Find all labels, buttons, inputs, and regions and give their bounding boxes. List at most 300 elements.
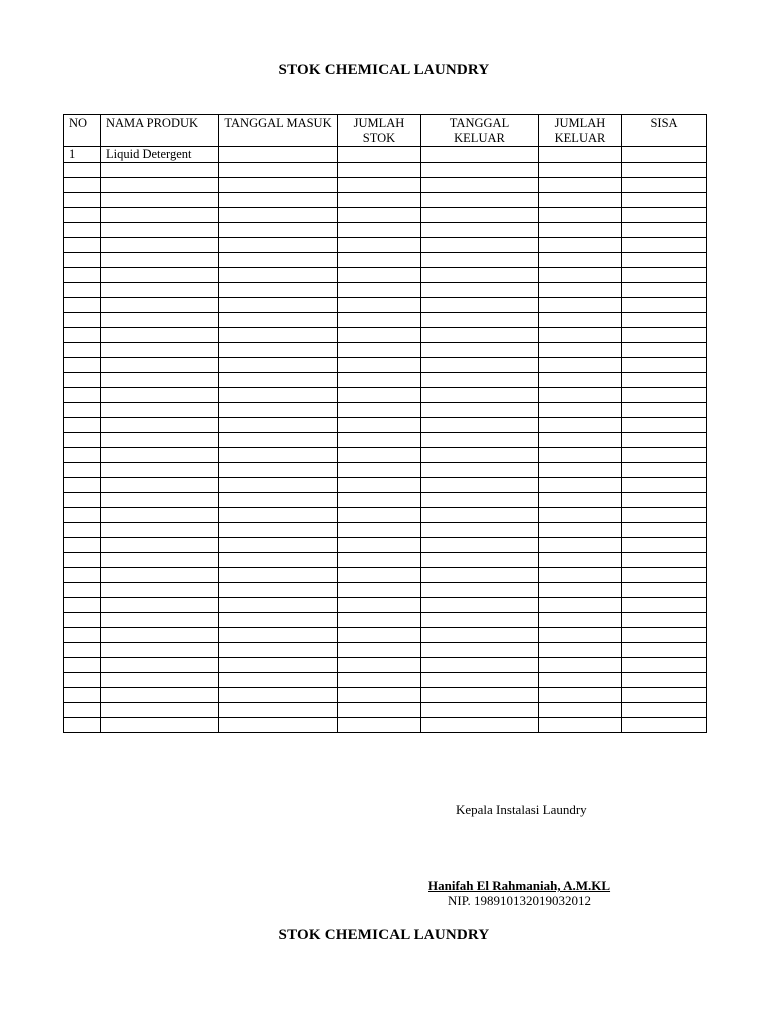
cell-tanggal-masuk	[219, 643, 338, 658]
table-row	[64, 688, 707, 703]
table-row	[64, 553, 707, 568]
cell-jumlah-keluar	[539, 583, 622, 598]
cell-no	[64, 388, 101, 403]
cell-tanggal-keluar	[421, 493, 539, 508]
cell-no	[64, 193, 101, 208]
cell-jumlah-stok	[338, 463, 421, 478]
cell-jumlah-stok	[338, 298, 421, 313]
cell-jumlah-keluar	[539, 658, 622, 673]
table-row	[64, 463, 707, 478]
cell-jumlah-keluar	[539, 568, 622, 583]
cell-nama-produk	[101, 163, 219, 178]
cell-no	[64, 688, 101, 703]
table-row	[64, 313, 707, 328]
cell-jumlah-stok	[338, 223, 421, 238]
cell-tanggal-keluar	[421, 418, 539, 433]
cell-tanggal-keluar	[421, 268, 539, 283]
cell-tanggal-masuk	[219, 613, 338, 628]
cell-sisa	[622, 598, 707, 613]
cell-no	[64, 268, 101, 283]
header-sisa: SISA	[622, 115, 707, 147]
cell-sisa	[622, 358, 707, 373]
cell-jumlah-stok	[338, 208, 421, 223]
table-row	[64, 193, 707, 208]
cell-tanggal-keluar	[421, 208, 539, 223]
cell-tanggal-masuk	[219, 147, 338, 163]
table-row	[64, 388, 707, 403]
cell-tanggal-keluar	[421, 538, 539, 553]
table-row	[64, 253, 707, 268]
cell-jumlah-keluar	[539, 147, 622, 163]
cell-tanggal-masuk	[219, 493, 338, 508]
cell-nama-produk	[101, 388, 219, 403]
cell-sisa	[622, 493, 707, 508]
table-row	[64, 673, 707, 688]
cell-jumlah-keluar	[539, 298, 622, 313]
cell-no	[64, 298, 101, 313]
table-row	[64, 703, 707, 718]
cell-jumlah-stok	[338, 613, 421, 628]
cell-nama-produk	[101, 613, 219, 628]
cell-jumlah-keluar	[539, 478, 622, 493]
cell-tanggal-masuk	[219, 403, 338, 418]
cell-sisa	[622, 718, 707, 733]
cell-jumlah-stok	[338, 343, 421, 358]
cell-no	[64, 433, 101, 448]
cell-sisa	[622, 448, 707, 463]
table-row	[64, 568, 707, 583]
cell-sisa	[622, 568, 707, 583]
cell-jumlah-stok	[338, 568, 421, 583]
cell-sisa	[622, 238, 707, 253]
cell-tanggal-masuk	[219, 463, 338, 478]
cell-tanggal-keluar	[421, 163, 539, 178]
table-row	[64, 418, 707, 433]
cell-jumlah-keluar	[539, 208, 622, 223]
cell-sisa	[622, 147, 707, 163]
cell-nama-produk	[101, 433, 219, 448]
table-row	[64, 208, 707, 223]
cell-sisa	[622, 388, 707, 403]
cell-jumlah-stok	[338, 328, 421, 343]
cell-nama-produk	[101, 403, 219, 418]
cell-sisa	[622, 583, 707, 598]
cell-jumlah-keluar	[539, 538, 622, 553]
cell-jumlah-stok	[338, 373, 421, 388]
cell-sisa	[622, 418, 707, 433]
cell-tanggal-masuk	[219, 523, 338, 538]
cell-no	[64, 643, 101, 658]
cell-tanggal-masuk	[219, 433, 338, 448]
cell-jumlah-stok	[338, 283, 421, 298]
cell-jumlah-stok	[338, 643, 421, 658]
cell-jumlah-keluar	[539, 238, 622, 253]
cell-tanggal-masuk	[219, 538, 338, 553]
cell-jumlah-keluar	[539, 313, 622, 328]
cell-tanggal-keluar	[421, 523, 539, 538]
cell-no	[64, 493, 101, 508]
cell-nama-produk	[101, 568, 219, 583]
cell-jumlah-stok	[338, 268, 421, 283]
cell-jumlah-keluar	[539, 388, 622, 403]
cell-tanggal-masuk	[219, 253, 338, 268]
table-row	[64, 433, 707, 448]
cell-sisa	[622, 298, 707, 313]
table-row	[64, 328, 707, 343]
cell-tanggal-masuk	[219, 568, 338, 583]
cell-no	[64, 373, 101, 388]
cell-tanggal-masuk	[219, 298, 338, 313]
cell-tanggal-keluar	[421, 313, 539, 328]
signer-role: Kepala Instalasi Laundry	[456, 802, 587, 817]
cell-tanggal-masuk	[219, 628, 338, 643]
cell-jumlah-keluar	[539, 253, 622, 268]
cell-tanggal-masuk	[219, 193, 338, 208]
table-row	[64, 283, 707, 298]
cell-tanggal-masuk	[219, 703, 338, 718]
cell-jumlah-keluar	[539, 163, 622, 178]
cell-tanggal-masuk	[219, 313, 338, 328]
cell-sisa	[622, 208, 707, 223]
cell-tanggal-masuk	[219, 343, 338, 358]
cell-tanggal-masuk	[219, 358, 338, 373]
cell-no	[64, 403, 101, 418]
cell-tanggal-keluar	[421, 178, 539, 193]
cell-no	[64, 703, 101, 718]
cell-nama-produk	[101, 658, 219, 673]
cell-tanggal-keluar	[421, 568, 539, 583]
second-page-title: STOK CHEMICAL LAUNDRY	[278, 927, 490, 943]
cell-tanggal-masuk	[219, 508, 338, 523]
cell-no	[64, 673, 101, 688]
cell-jumlah-stok	[338, 688, 421, 703]
cell-sisa	[622, 433, 707, 448]
cell-sisa	[622, 613, 707, 628]
cell-no	[64, 283, 101, 298]
cell-no	[64, 613, 101, 628]
cell-jumlah-stok	[338, 238, 421, 253]
cell-jumlah-keluar	[539, 703, 622, 718]
cell-jumlah-keluar	[539, 403, 622, 418]
table-row	[64, 223, 707, 238]
cell-no	[64, 343, 101, 358]
cell-jumlah-stok	[338, 163, 421, 178]
cell-jumlah-keluar	[539, 343, 622, 358]
cell-nama-produk	[101, 448, 219, 463]
cell-tanggal-masuk	[219, 688, 338, 703]
cell-no	[64, 478, 101, 493]
cell-tanggal-keluar	[421, 223, 539, 238]
cell-sisa	[622, 523, 707, 538]
cell-nama-produk	[101, 538, 219, 553]
table-body	[64, 147, 707, 733]
cell-nama-produk	[101, 643, 219, 658]
cell-no	[64, 508, 101, 523]
cell-tanggal-keluar	[421, 283, 539, 298]
header-no: NO	[64, 115, 101, 147]
header-tanggal-masuk: TANGGAL MASUK	[219, 115, 338, 147]
cell-jumlah-keluar	[539, 628, 622, 643]
cell-tanggal-keluar	[421, 147, 539, 163]
cell-sisa	[622, 538, 707, 553]
cell-jumlah-keluar	[539, 448, 622, 463]
cell-tanggal-masuk	[219, 283, 338, 298]
cell-tanggal-keluar	[421, 403, 539, 418]
table-row	[64, 178, 707, 193]
cell-nama-produk	[101, 193, 219, 208]
cell-no	[64, 313, 101, 328]
cell-sisa	[622, 508, 707, 523]
cell-tanggal-masuk	[219, 328, 338, 343]
cell-no	[64, 328, 101, 343]
cell-tanggal-keluar	[421, 553, 539, 568]
cell-no	[64, 553, 101, 568]
cell-tanggal-keluar	[421, 658, 539, 673]
cell-sisa	[622, 328, 707, 343]
cell-no	[64, 523, 101, 538]
cell-tanggal-masuk	[219, 208, 338, 223]
cell-sisa	[622, 163, 707, 178]
cell-tanggal-masuk	[219, 238, 338, 253]
cell-jumlah-stok	[338, 358, 421, 373]
header-row	[64, 115, 707, 147]
cell-tanggal-keluar	[421, 718, 539, 733]
cell-jumlah-keluar	[539, 613, 622, 628]
cell-nama-produk	[101, 688, 219, 703]
cell-sisa	[622, 703, 707, 718]
cell-jumlah-keluar	[539, 523, 622, 538]
document-title: STOK CHEMICAL LAUNDRY	[278, 62, 490, 78]
cell-tanggal-keluar	[421, 613, 539, 628]
cell-no	[64, 253, 101, 268]
cell-jumlah-stok	[338, 598, 421, 613]
cell-no	[64, 448, 101, 463]
cell-jumlah-keluar	[539, 493, 622, 508]
cell-sisa	[622, 403, 707, 418]
cell-nama-produk	[101, 283, 219, 298]
cell-nama-produk	[101, 253, 219, 268]
cell-no	[64, 583, 101, 598]
cell-jumlah-stok	[338, 553, 421, 568]
cell-tanggal-masuk	[219, 268, 338, 283]
cell-sisa	[622, 178, 707, 193]
cell-nama-produk	[101, 343, 219, 358]
table-row	[64, 238, 707, 253]
cell-jumlah-stok	[338, 193, 421, 208]
cell-nama-produk: Liquid Detergent	[101, 147, 219, 163]
cell-nama-produk	[101, 358, 219, 373]
cell-jumlah-stok	[338, 523, 421, 538]
table-row	[64, 538, 707, 553]
table-row	[64, 478, 707, 493]
cell-sisa	[622, 223, 707, 238]
cell-jumlah-keluar	[539, 283, 622, 298]
cell-tanggal-masuk	[219, 448, 338, 463]
table-row	[64, 613, 707, 628]
signer-nip: NIP. 198910132019032012	[448, 893, 592, 908]
table-row	[64, 523, 707, 538]
cell-jumlah-keluar	[539, 643, 622, 658]
cell-tanggal-masuk	[219, 658, 338, 673]
cell-tanggal-masuk	[219, 673, 338, 688]
cell-sisa	[622, 268, 707, 283]
cell-jumlah-stok	[338, 628, 421, 643]
cell-nama-produk	[101, 463, 219, 478]
cell-tanggal-masuk	[219, 553, 338, 568]
cell-tanggal-keluar	[421, 238, 539, 253]
table-row	[64, 298, 707, 313]
cell-jumlah-stok	[338, 253, 421, 268]
cell-tanggal-keluar	[421, 328, 539, 343]
cell-nama-produk	[101, 313, 219, 328]
cell-tanggal-masuk	[219, 223, 338, 238]
cell-tanggal-masuk	[219, 418, 338, 433]
header-jumlah-keluar: JUMLAH KELUAR	[539, 115, 622, 147]
cell-jumlah-stok	[338, 147, 421, 163]
cell-tanggal-keluar	[421, 343, 539, 358]
cell-tanggal-masuk	[219, 598, 338, 613]
cell-jumlah-keluar	[539, 373, 622, 388]
header-jumlah-stok: JUMLAH STOK	[338, 115, 421, 147]
cell-jumlah-stok	[338, 448, 421, 463]
cell-jumlah-keluar	[539, 328, 622, 343]
table-row	[64, 598, 707, 613]
table-header	[64, 115, 707, 147]
cell-jumlah-keluar	[539, 508, 622, 523]
cell-jumlah-stok	[338, 703, 421, 718]
cell-tanggal-keluar	[421, 628, 539, 643]
cell-no	[64, 538, 101, 553]
cell-sisa	[622, 193, 707, 208]
cell-nama-produk	[101, 223, 219, 238]
cell-jumlah-keluar	[539, 193, 622, 208]
cell-no: 1	[64, 147, 101, 163]
cell-tanggal-masuk	[219, 373, 338, 388]
cell-nama-produk	[101, 673, 219, 688]
table-row	[64, 358, 707, 373]
cell-tanggal-keluar	[421, 448, 539, 463]
cell-no	[64, 658, 101, 673]
cell-tanggal-keluar	[421, 433, 539, 448]
cell-no	[64, 208, 101, 223]
cell-nama-produk	[101, 238, 219, 253]
cell-nama-produk	[101, 208, 219, 223]
cell-no	[64, 223, 101, 238]
cell-sisa	[622, 673, 707, 688]
cell-jumlah-stok	[338, 403, 421, 418]
cell-no	[64, 418, 101, 433]
cell-jumlah-stok	[338, 433, 421, 448]
cell-jumlah-stok	[338, 538, 421, 553]
cell-jumlah-stok	[338, 313, 421, 328]
cell-tanggal-masuk	[219, 178, 338, 193]
table-row	[64, 403, 707, 418]
cell-jumlah-stok	[338, 583, 421, 598]
cell-tanggal-masuk	[219, 718, 338, 733]
cell-no	[64, 718, 101, 733]
cell-tanggal-keluar	[421, 703, 539, 718]
table-row	[64, 343, 707, 358]
cell-tanggal-keluar	[421, 298, 539, 313]
cell-tanggal-keluar	[421, 478, 539, 493]
cell-tanggal-masuk	[219, 388, 338, 403]
cell-jumlah-keluar	[539, 418, 622, 433]
cell-jumlah-keluar	[539, 718, 622, 733]
cell-sisa	[622, 553, 707, 568]
cell-jumlah-keluar	[539, 598, 622, 613]
cell-sisa	[622, 373, 707, 388]
cell-sisa	[622, 688, 707, 703]
cell-jumlah-stok	[338, 478, 421, 493]
cell-nama-produk	[101, 583, 219, 598]
cell-no	[64, 463, 101, 478]
cell-no	[64, 163, 101, 178]
table-row	[64, 718, 707, 733]
cell-tanggal-keluar	[421, 583, 539, 598]
cell-jumlah-keluar	[539, 463, 622, 478]
table-row	[64, 373, 707, 388]
table-row	[64, 508, 707, 523]
cell-jumlah-keluar	[539, 673, 622, 688]
cell-nama-produk	[101, 508, 219, 523]
cell-no	[64, 358, 101, 373]
cell-nama-produk	[101, 628, 219, 643]
table-row	[64, 583, 707, 598]
cell-jumlah-keluar	[539, 178, 622, 193]
cell-tanggal-keluar	[421, 388, 539, 403]
cell-tanggal-keluar	[421, 508, 539, 523]
cell-no	[64, 238, 101, 253]
cell-tanggal-masuk	[219, 583, 338, 598]
cell-nama-produk	[101, 553, 219, 568]
cell-no	[64, 568, 101, 583]
cell-tanggal-keluar	[421, 373, 539, 388]
cell-nama-produk	[101, 703, 219, 718]
header-nama-produk: NAMA PRODUK	[101, 115, 219, 147]
cell-jumlah-stok	[338, 493, 421, 508]
cell-tanggal-keluar	[421, 193, 539, 208]
cell-jumlah-stok	[338, 673, 421, 688]
cell-tanggal-masuk	[219, 163, 338, 178]
cell-tanggal-masuk	[219, 478, 338, 493]
cell-nama-produk	[101, 178, 219, 193]
cell-nama-produk	[101, 268, 219, 283]
cell-sisa	[622, 253, 707, 268]
table-row	[64, 658, 707, 673]
cell-jumlah-keluar	[539, 433, 622, 448]
cell-jumlah-stok	[338, 658, 421, 673]
cell-sisa	[622, 463, 707, 478]
cell-nama-produk	[101, 373, 219, 388]
cell-tanggal-keluar	[421, 673, 539, 688]
cell-tanggal-keluar	[421, 463, 539, 478]
table-row	[64, 163, 707, 178]
cell-nama-produk	[101, 418, 219, 433]
cell-sisa	[622, 628, 707, 643]
cell-jumlah-stok	[338, 718, 421, 733]
cell-sisa	[622, 478, 707, 493]
cell-nama-produk	[101, 328, 219, 343]
cell-sisa	[622, 283, 707, 298]
signer-name: Hanifah El Rahmaniah, A.M.KL	[428, 878, 611, 893]
table-row	[64, 147, 707, 163]
cell-nama-produk	[101, 718, 219, 733]
cell-jumlah-keluar	[539, 268, 622, 283]
table-row	[64, 268, 707, 283]
cell-nama-produk	[101, 298, 219, 313]
cell-nama-produk	[101, 598, 219, 613]
cell-jumlah-keluar	[539, 688, 622, 703]
